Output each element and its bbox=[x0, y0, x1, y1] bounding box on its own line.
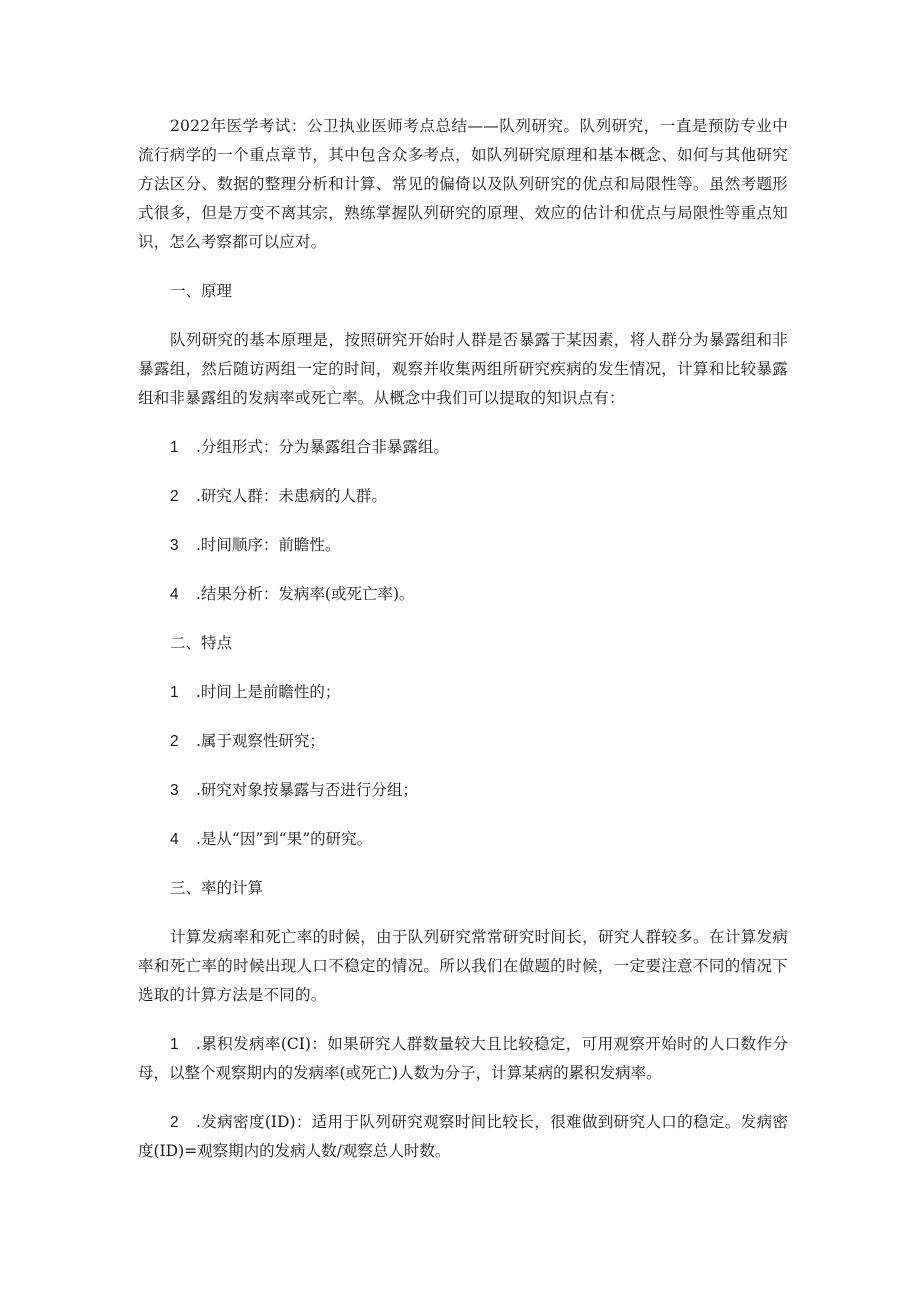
rate-item-2: 2 .发病密度(ID)：适用于队列研究观察时间比较长，很难做到研究人口的稳定。发病密度(ID)=观察期内的发病人数/观察总人时数。 bbox=[138, 1113, 788, 1160]
document-page bbox=[138, 112, 788, 1166]
principle-paragraph: 队列研究的基本原理是，按照研究开始时人群是否暴露于某因素，将人群分为暴露组和非暴露组，然后随访两组一定的时间，观察并收集两组所研究疾病的发生情况，计算和比较暴露组和非暴露组的发病率或死亡率。从概念中我们可以提取的知识点有： bbox=[138, 331, 788, 407]
rate-item-1: 1 .累积发病率(CI)：如果研究人群数量较大且比较稳定，可用观察开始时的人口数作分母，以整个观察期内的发病率(或死亡)人数为分子，计算某病的累积发病率。 bbox=[138, 1035, 788, 1082]
feature-item-4: 4 .是从“因”到“果”的研究。 bbox=[170, 830, 373, 848]
principle-item-3: 3 .时间顺序：前瞻性。 bbox=[170, 536, 341, 554]
feature-item-1: 1 .时间上是前瞻性的； bbox=[170, 683, 341, 701]
section-heading-features: 二、特点 bbox=[170, 634, 233, 652]
section-heading-principle: 一、原理 bbox=[170, 282, 233, 300]
principle-item-2: 2 .研究人群：未患病的人群。 bbox=[170, 487, 387, 505]
principle-item-4: 4 .结果分析：发病率(或死亡率)。 bbox=[170, 585, 415, 603]
rate-calculation-paragraph: 计算发病率和死亡率的时候，由于队列研究常常研究时间长，研究人群较多。在计算发病率和死亡率的时候出现人口不稳定的情况。所以我们在做题的时候，一定要注意不同的情况下选取的计算方法是不同的。 bbox=[138, 928, 788, 1004]
feature-item-2: 2 .属于观察性研究； bbox=[170, 732, 325, 750]
feature-item-3: 3 .研究对象按暴露与否进行分组； bbox=[170, 781, 418, 799]
principle-item-1: 1 .分组形式：分为暴露组合非暴露组。 bbox=[170, 438, 449, 456]
section-heading-rate-calculation: 三、率的计算 bbox=[170, 879, 264, 897]
intro-paragraph: 2022年医学考试：公卫执业医师考点总结——队列研究。队列研究，一直是预防专业中流行病学的一个重点章节，其中包含众多考点，如队列研究原理和基本概念、如何与其他研究方法区分、数据的整理分析和计算、常见的偏倚以及队列研究的优点和局限性等。虽然考题形式很多，但是万变不离其宗，熟练掌握队列研究的原理、效应的估计和优点与局限性等重点知识，怎么考察都可以应对。 bbox=[138, 117, 788, 251]
